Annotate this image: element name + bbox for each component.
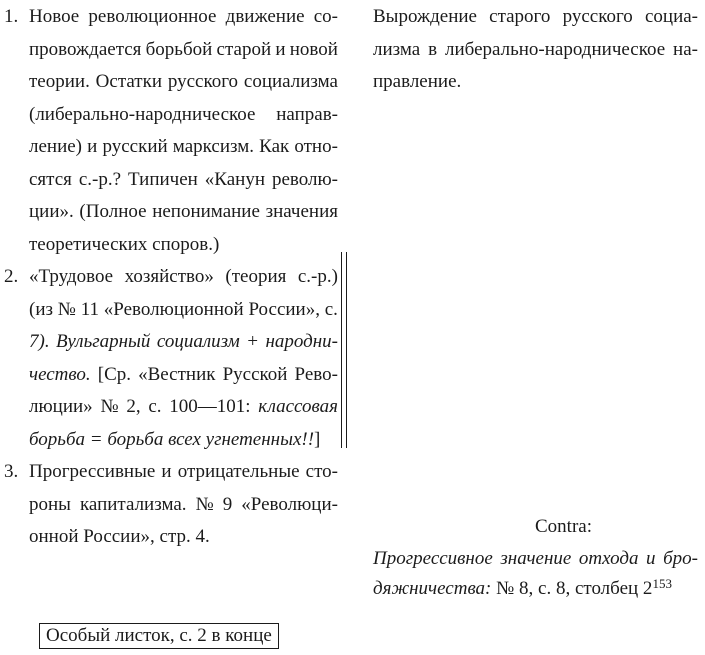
left-text-column [4, 1, 338, 554]
text-line: теоретических споров.) [29, 233, 220, 255]
margin-note-text [373, 1, 698, 99]
text-line: люции» № 2, с. 100—101: классовая [29, 396, 338, 417]
double-vertical-rule [341, 252, 347, 448]
text-line: онной России», стр. 4. [29, 526, 210, 547]
text-line: роны капитализма. № 9 «Революци- [29, 493, 338, 515]
text-line: дяжничества: № 8, с. 8, столбец $2^{153}$ [373, 576, 672, 599]
text-line: Прогрессивные и отрицательные сто- [29, 461, 338, 482]
item-text [29, 456, 338, 554]
text-line: (либерально-народническое направ- [29, 103, 338, 125]
boxed-footer-note [39, 623, 279, 649]
text-line: теории. Остатки русского социализма [29, 71, 338, 92]
text-line: лизма в либерально-народническое на- [373, 38, 698, 60]
footer-note-text: Особый листок, с. 2 в конце [46, 625, 272, 646]
list-item-1 [4, 1, 338, 261]
item-number: 2. [4, 266, 19, 287]
contra-label: Contra: [535, 516, 592, 537]
text-line: сятся с.-р.? Типичен «Канун револю- [29, 168, 338, 190]
list-item-3 [4, 456, 338, 554]
text-line: «Трудовое хозяйство» (теория с.-р.) [29, 266, 338, 287]
text-line: ление) и русский марксизм. Как отно- [29, 136, 338, 157]
item-text [29, 261, 338, 456]
contra-note-text [373, 544, 698, 604]
text-line: правление. [373, 71, 462, 92]
item-number: 3. [4, 461, 19, 482]
text-line: Новое революционное движение со- [29, 6, 338, 27]
text-line: провождается борьбой старой и новой [29, 38, 338, 60]
right-margin-note [373, 1, 698, 99]
item-text [29, 1, 338, 261]
text-line: (из № 11 «Революционной России», с. [29, 298, 338, 320]
item-number: 1. [4, 6, 19, 27]
list-item-2 [4, 261, 338, 456]
text-line: Прогрессивное значение отхода и бро- [373, 548, 698, 569]
text-line: ции». (Полное непонимание значения [29, 201, 338, 222]
contra-note [373, 510, 698, 604]
text-line: чество. [Ср. «Вестник Русской Рево- [29, 363, 338, 385]
text-line: Вырождение старого русского социа- [373, 6, 698, 27]
text-line: борьба = борьба всех угнетенных!!] [29, 428, 321, 450]
text-line: 7). Вульгарный социализм + народни- [29, 331, 338, 352]
